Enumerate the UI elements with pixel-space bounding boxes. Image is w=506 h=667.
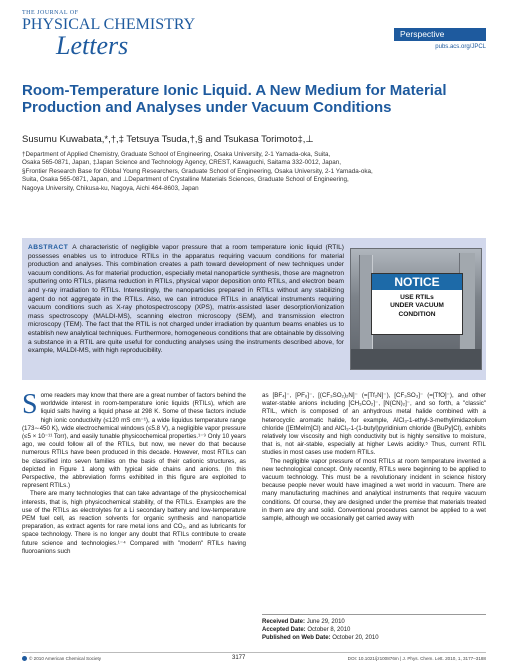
journal-logo-middle-line: PHYSICAL CHEMISTRY [22, 16, 196, 33]
accepted-date-value: October 8, 2010 [307, 627, 351, 634]
toc-graphic [350, 248, 482, 370]
section-label: Perspective [394, 28, 486, 41]
article-title: Room-Temperature Ionic Liquid. A New Medium for Material Production and Analyses under Vacuum Conditions [22, 82, 447, 116]
journal-url[interactable]: pubs.acs.org/JPCL [435, 44, 486, 50]
body-paragraph: as [BF₄]⁻, [PF₆]⁻, [(CF₃SO₂)₂N]⁻ (=[Tf₂N]⁻), [CF₃SO₃]⁻ (=[TfO]⁻), and other water-stable anions including [CH₃CO₂]⁻, [N(CN)₂]⁻, and so forth, a "classic" RTIL, which is composed of an anhydrous metal halide combined with a heterocyclic aromatic halide, for example, AlCl₃-1-ethyl-3-methylimidazolium chloride ([EtMeIm]Cl) and AlCl₃-1-(1-butyl)pyridinium chloride ([BuPy]Cl), exhibits relatively low viscosity and high conductivity but is highly sensitive to moisture, that is, not air-stable, especially at higher Lewis acidity.⁵ Thus, current RTIL studies in most cases use modern RTILs. [262, 392, 486, 457]
journal-logo-top-line: THE JOURNAL OF [22, 10, 79, 16]
journal-logo-bottom-line: Letters [56, 31, 129, 60]
body-column-left [22, 389, 246, 556]
body-column-right [262, 392, 486, 523]
body-paragraph: There are many technologies that can take advantage of the physicochemical interests, that is, high physicochemical stability, of the RTILs. Examples are the use of the RTILs as electrolytes for a Li secondary battery and low-temperature PEM fuel cell, as reaction solvents for organic synthesis and nanoparticle preparation, as extract agents for rare metal ions and CO₂, and as lubricants for space technology. There is no longer any doubt that RTILs contribute to create future science and technologies.¹⁻⁴ Compared with "modern" RTILs having fluoroanions such [22, 490, 246, 555]
paragraph-text: ome readers may know that there are a great number of factors behind the worldwide interest in room-temperature ionic liquids (RTILs), which are liquid salts having a liquid phase at 298 K. Some of these factors include high ionic conductivity (≤120 mS cm⁻¹), a wide liquidus temperature range (173∼450 K), wide electrochemical windows (≤5.8 V), a negligible vapor pressure (≤5 × 10⁻¹¹ Torr), and easily tunable physicochemical properties.¹⁻⁹ Only 10 years ago, we could follow all of the RTILs, but now, we never do that because numerous RTILs have been produced in this decade. However, most RTILs can be classified into seven families on the basis of their cationic structures, as depicted in Figure 1 along with typical side chains and anions. (In this Perspective, the abbreviation forms exhibited in this figure are exploited to represent RTILs.) [22, 392, 246, 490]
affiliation-line: Suita, Osaka 565-0871, Japan, and ⊥Department of Crystalline Materials Sciences, Graduate School of Engineering, [22, 176, 349, 184]
notice-line: UNDER VACUUM [390, 302, 444, 310]
page-number: 3177 [232, 655, 246, 661]
accepted-date-label: Accepted Date: [262, 627, 306, 634]
published-date-value: October 20, 2010 [332, 635, 379, 642]
drop-cap: S [22, 389, 38, 420]
publication-dates [262, 614, 486, 643]
received-date-label: Received Date: [262, 619, 306, 625]
acs-logo-icon [22, 656, 27, 661]
copyright [22, 656, 101, 661]
apparatus-base [351, 349, 482, 370]
notice-title: NOTICE [372, 274, 462, 290]
abstract-label: ABSTRACT [28, 244, 69, 251]
affiliation-line: Nagoya University, Chikusa-ku, Nagoya, Aichi 464-8603, Japan [22, 184, 199, 192]
copyright-text: © 2010 American Chemical Society [29, 656, 102, 661]
body-paragraph [22, 389, 246, 490]
affiliations [22, 151, 492, 193]
notice-body [372, 290, 462, 319]
received-date [262, 618, 486, 626]
notice-line: CONDITION [398, 310, 436, 318]
notice-sign [371, 273, 463, 335]
body-paragraph: The negligible vapor pressure of most RTILs at room temperature invented a new technological concept. Only recently, RTILs were beginning to be applied to vacuum technology. This must be a revolutionary incident in science history because people never would have imagined a wet world in vacuum. There are many manufacturing machines and analytical instruments that require vacuum conditions. Of course, they are designed under the premise that materials treated in them are dry and solid. Conventional procedures cannot be applied to a wet sample, although we occasionally get carried away with [262, 457, 486, 523]
published-date-label: Published on Web Date: [262, 635, 331, 642]
author-list: Susumu Kuwabata,*,†,‡ Tetsuya Tsuda,†,§ and Tsukasa Torimoto‡,⊥ [22, 134, 314, 145]
affiliation-line: §Frontier Research Base for Global Young Researchers, Graduate School of Engineering, Osaka University, 2-1 Yamada-oka, [22, 167, 373, 175]
doi-citation[interactable]: DOI: 10.1021/jz100876m | J. Phys. Chem. Lett. 2010, 1, 3177–3188 [347, 656, 486, 661]
abstract-text: A characteristic of negligible vapor pressure that a room temperature ionic liquid (RTIL) possesses enables us to introduce RTILs in the apparatus requiring vacuum conditions for material production and analyses. This combination creates a path toward development of new techniques under vacuum conditions. As for material production, especially metal nanoparticle synthesis, those are magnetron sputtering onto RTILs, plasma reduction in RTILs, physical vapor deposition onto RTILs, and electron beam and γ-ray irradiation to RTILs. Interestingly, the nanoparticles prepared in RTILs without any stabilizing agent do not aggregate in the RTILs. Also, we can introduce RTILs in analytical instruments requiring vacuum conditions such as X-ray photospectroscopy (XPS), matrix-assisted laser desorption/ionization mass spectroscopy (MALDI-MS), scanning electron microscopy (SEM), and transmission electron microscopy (TEM). The fact that the RTIL is not charged under irradiation by quantum beams enables us to establish new analytical techniques. Furthermore, homogeneous conditions that are obtainable by dissolving a substance in a RTIL are quite useful for conducting analyses using the instruments described above, for example, MALDI-MS, with high reproducibility. [28, 244, 344, 355]
journal-logo [22, 10, 222, 72]
page-footer [22, 652, 486, 662]
abstract [28, 244, 344, 356]
notice-line: USE RTILs [400, 294, 434, 301]
affiliation-line: †Department of Applied Chemistry, Graduate School of Engineering, Osaka University, 2-1 Yamada-oka, Suita, [22, 151, 331, 158]
accepted-date [262, 626, 486, 634]
published-date [262, 634, 486, 642]
abstract-box [22, 238, 486, 380]
affiliation-line: Osaka 565-0871, Japan, ‡Japan Science and Technology Agency, CREST, Kawaguchi, Saitama 332-0012, Japan, [22, 159, 342, 167]
received-date-value: June 29, 2010 [306, 619, 345, 625]
